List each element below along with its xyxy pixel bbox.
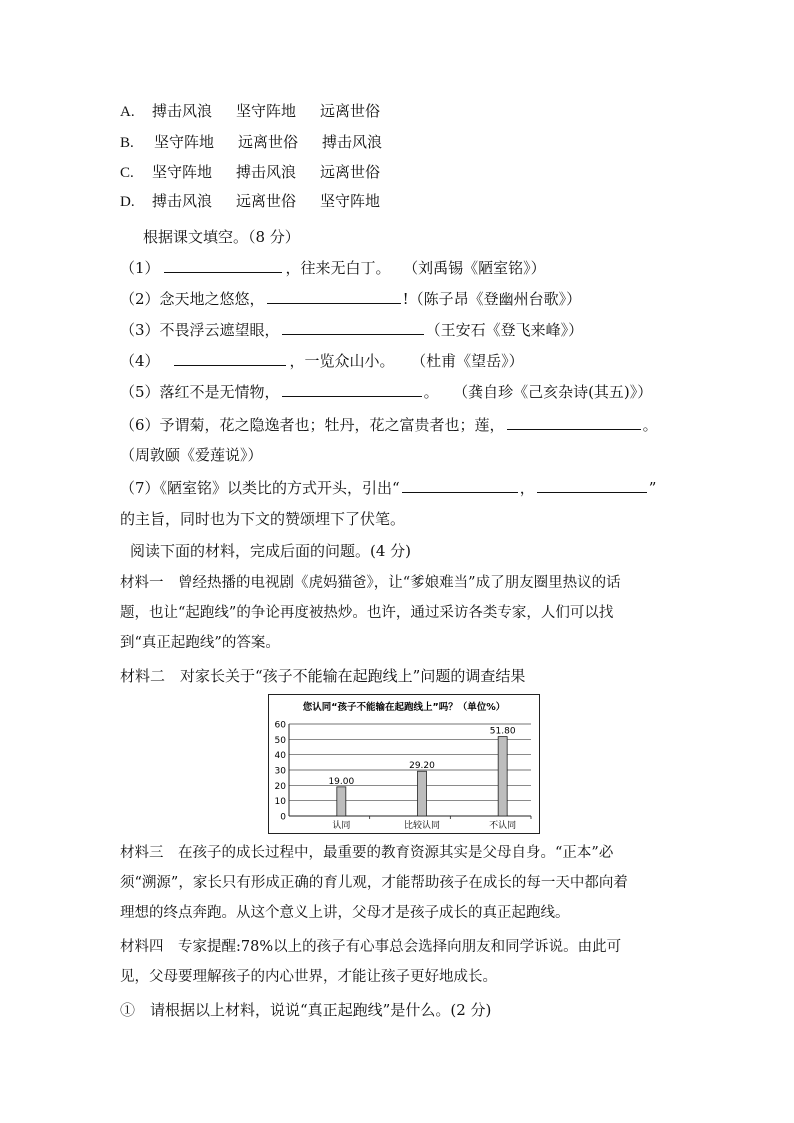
x-tick-label: 不认同 (489, 821, 517, 831)
data-label: 29.20 (409, 761, 435, 772)
chart-svg (269, 695, 539, 833)
material-1-line-2: 题，也让“起跑线”的争论再度被热炒。也许，通过采访各类专家，人们可以找 (120, 605, 614, 621)
option-c: C. 坚守阵地 搏击风浪 远离世俗 (120, 163, 381, 181)
question-final: ① 请根据以上材料，说说“真正起跑线”是什么。(2 分) (120, 1001, 492, 1019)
y-tick-label: 30 (274, 766, 286, 777)
y-tick-label: 60 (274, 720, 286, 731)
material-1-line-3: 到“真正起跑线”的答案。 (120, 635, 280, 651)
fill-q1: （1） ，往来无白丁。 （刘禹锡《陋室铭》） (120, 259, 546, 277)
fill-q6: （6）予谓菊，花之隐逸者也；牡丹，花之富贵者也；莲， 。 (120, 416, 658, 434)
bar (418, 771, 427, 816)
bar (337, 787, 346, 816)
answer-blank[interactable] (402, 478, 518, 493)
data-label: 51.80 (489, 726, 516, 737)
material-4-line-2: 见，父母要理解孩子的内心世界，才能让孩子更好地成长。 (120, 969, 497, 985)
material-3-line-1: 材料三 在孩子的成长过程中，最重要的教育资源其实是父母自身。“正本”必 (120, 845, 614, 861)
material-3-line-2: 须“溯源”，家长只有形成正确的育儿观，才能帮助孩子在成长的每一天中都向着 (120, 875, 628, 891)
answer-blank[interactable] (164, 258, 282, 273)
material-4-line-1: 材料四 专家提醒:78%以上的孩子有心事总会选择向朋友和同学诉说。由此可 (120, 939, 622, 955)
material-3-line-3: 理想的终点奔跑。从这个意义上讲，父母才是孩子成长的真正起跑线。 (120, 905, 570, 921)
fill-q2: （2）念天地之悠悠， !（陈子昂《登幽州台歌》） (120, 290, 582, 308)
fill-q4: （4） ，一览众山小。 （杜甫《望岳》） (120, 352, 524, 370)
y-tick-label: 0 (280, 812, 286, 823)
fill-q7-continued: 的主旨，同时也为下文的赞颂埋下了伏笔。 (120, 510, 406, 528)
y-tick-label: 10 (274, 797, 286, 808)
x-tick-label: 认同 (332, 821, 351, 831)
answer-blank[interactable] (174, 351, 286, 366)
bar (498, 737, 507, 816)
answer-blank[interactable] (507, 415, 641, 430)
y-tick-label: 40 (274, 751, 286, 762)
answer-blank[interactable] (267, 289, 401, 304)
fill-q5: （5）落红不是无情物， 。 （龚自珍《己亥杂诗(其五)》） (120, 383, 653, 401)
y-tick-label: 50 (274, 735, 286, 746)
answer-blank[interactable] (282, 382, 422, 397)
x-tick-label: 比较认同 (403, 821, 441, 831)
section-fill-heading: 根据课文填空。（8 分） (143, 228, 300, 246)
material-1-line-1: 材料一 曾经热播的电视剧《虎妈猫爸》，让“爹娘难当”成了朋友圈里热议的话 (120, 575, 621, 591)
option-d: D. 搏击风浪 远离世俗 坚守阵地 (120, 192, 381, 210)
material-2-heading: 材料二 对家长关于“孩子不能输在起跑线上”问题的调查结果 (120, 667, 526, 685)
chart-title: 您认同“孩子不能输在起跑线上”吗？（单位%） (302, 702, 506, 713)
answer-blank[interactable] (537, 478, 647, 493)
section-read-heading: 阅读下面的材料，完成后面的问题。(4 分) (130, 542, 412, 560)
fill-q3: （3）不畏浮云遮望眼， （王安石《登飞来峰》） (120, 321, 584, 339)
option-a: A. 搏击风浪 坚守阵地 远离世俗 (120, 102, 381, 120)
survey-bar-chart (268, 694, 540, 834)
option-b: B. 坚守阵地 远离世俗 搏击风浪 (120, 133, 383, 151)
answer-blank[interactable] (282, 320, 424, 335)
y-tick-label: 20 (274, 781, 286, 792)
fill-q6-source: （周敦颐《爱莲说》） (120, 446, 263, 464)
fill-q7: （7）《陋室铭》以类比的方式开头，引出“ ， ” (120, 479, 657, 497)
data-label: 19.00 (328, 776, 355, 787)
